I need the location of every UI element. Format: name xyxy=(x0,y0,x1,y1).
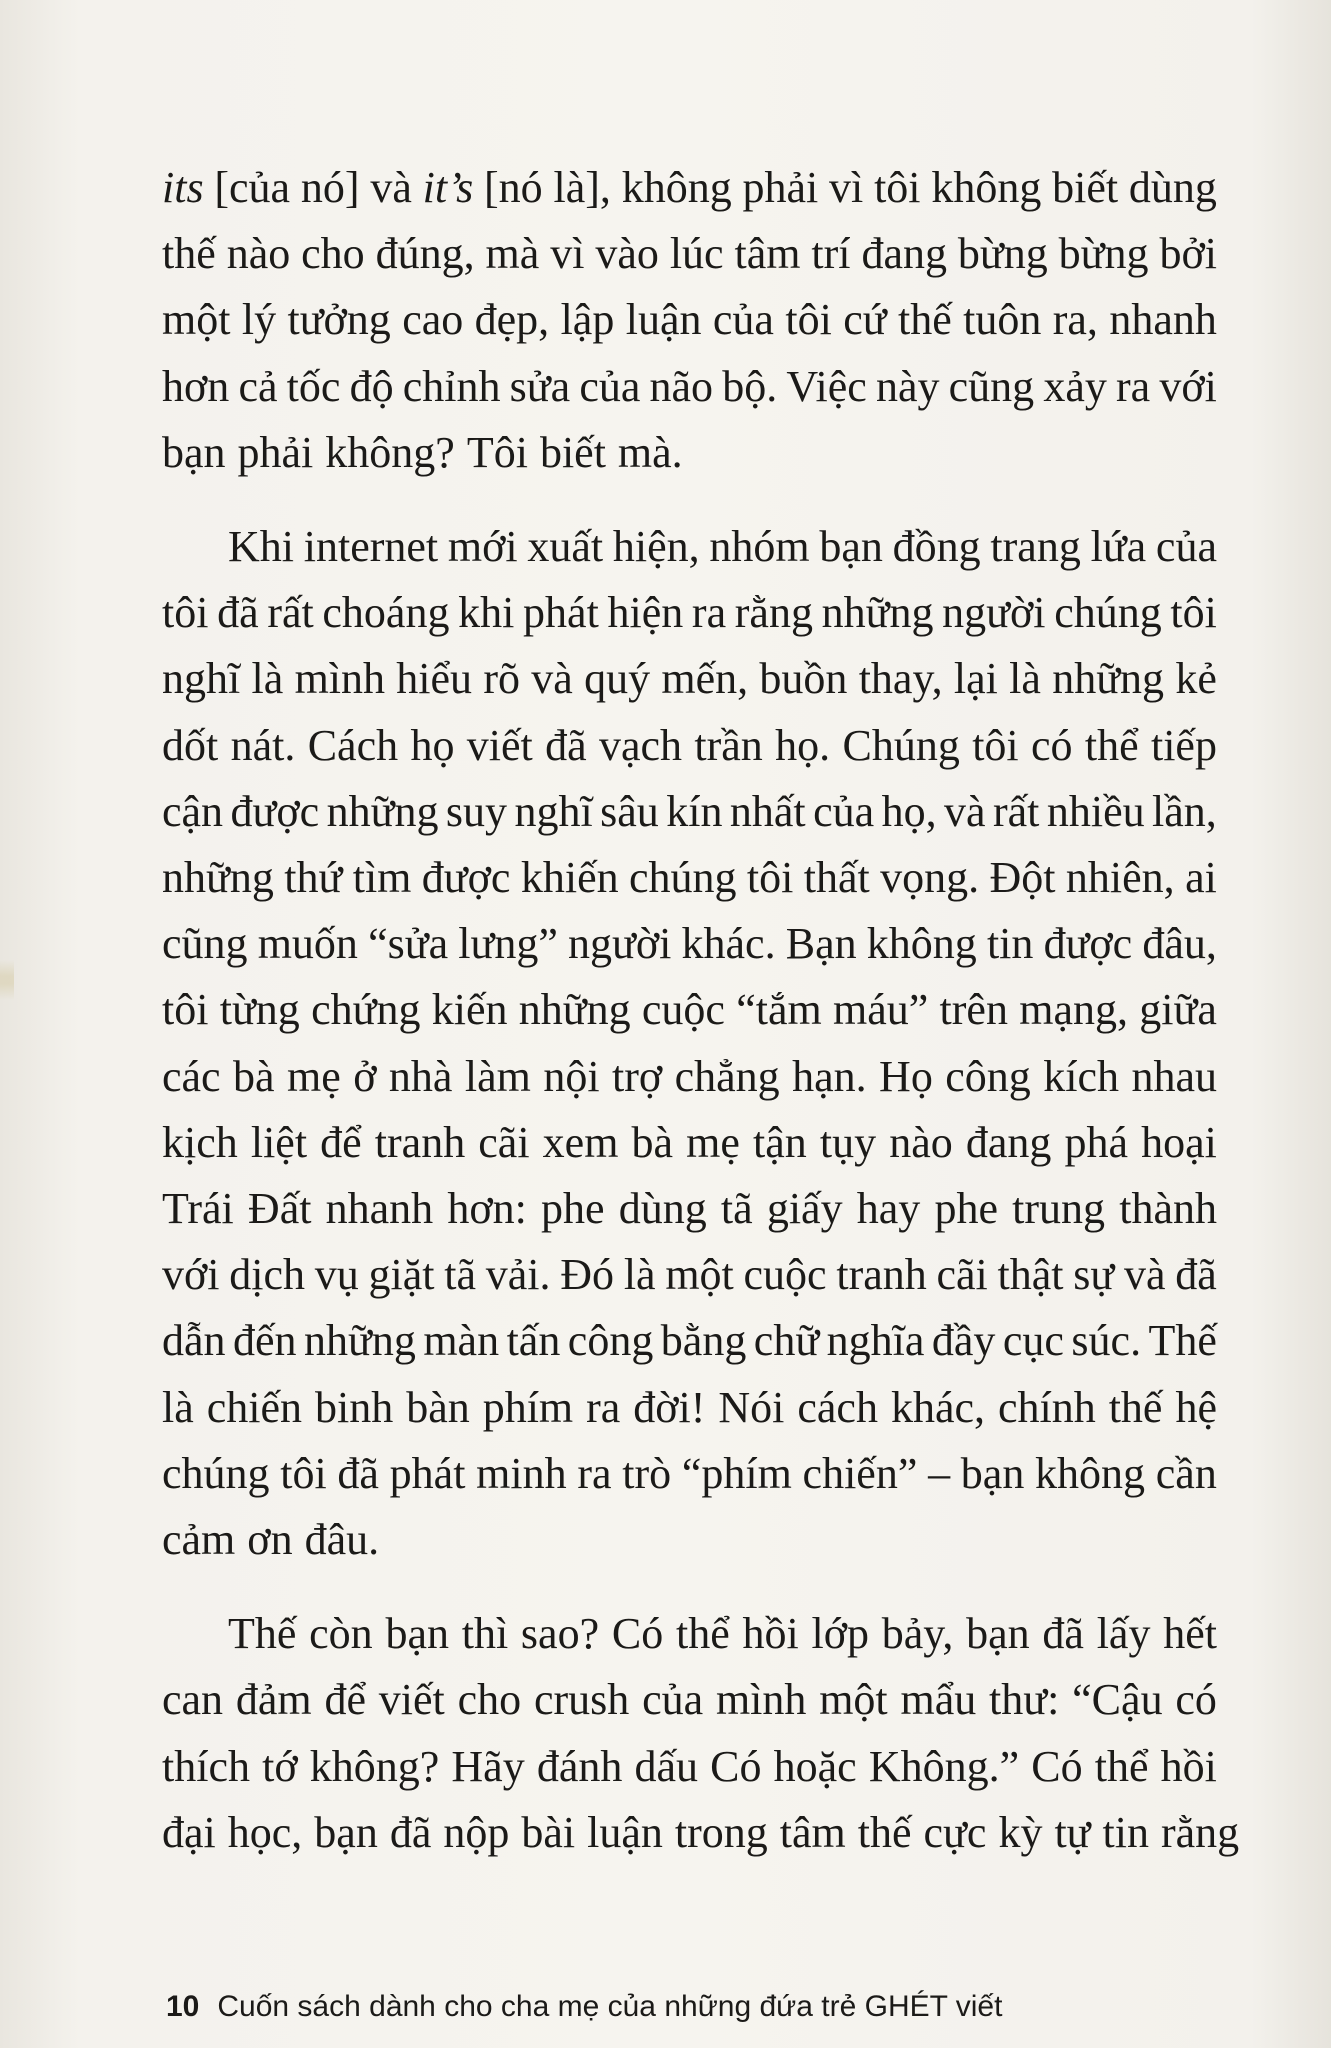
text-line: nghĩ là mình hiểu rõ và quý mến, buồn thay, lại là những kẻ xyxy=(162,654,1217,704)
text-line: tôi từng chứng kiến những cuộc “tắm máu” trên mạng, giữa xyxy=(162,985,1217,1035)
text-line: dốt nát. Cách họ viết đã vạch trần họ. Chúng tôi có thể tiếp xyxy=(162,720,1217,770)
text-line: các bà mẹ ở nhà làm nội trợ chẳng hạn. Họ công kích nhau xyxy=(162,1051,1217,1101)
text-line: tôi đã rất choáng khi phát hiện ra rằng những người chúng tôi xyxy=(162,588,1217,638)
text-line: hơn cả tốc độ chỉnh sửa của não bộ. Việc này cũng xảy ra với xyxy=(162,361,1217,411)
text-line: là chiến binh bàn phím ra đời! Nói cách khác, chính thế hệ xyxy=(162,1382,1217,1432)
text-line: những thứ tìm được khiến chúng tôi thất vọng. Đột nhiên, ai xyxy=(162,853,1217,903)
page-footer xyxy=(166,1990,1002,2024)
paragraph xyxy=(162,155,1217,486)
running-title: Cuốn sách dành cho cha mẹ của những đứa trẻ GHÉT viết xyxy=(217,1990,1003,2023)
text-line: cảm ơn đâu. xyxy=(162,1515,380,1565)
text-line: its [của nó] và it’s [nó là], không phải vì tôi không biết dùng xyxy=(162,163,1217,212)
text-line: can đảm để viết cho crush của mình một mẩu thư: “Cậu có xyxy=(162,1675,1217,1725)
text-line: Khi internet mới xuất hiện, nhóm bạn đồng trang lứa của xyxy=(228,522,1217,572)
paragraph xyxy=(162,1601,1240,1866)
text-line: Thế còn bạn thì sao? Có thể hồi lớp bảy, bạn đã lấy hết xyxy=(228,1609,1217,1659)
text-line: chúng tôi đã phát minh ra trò “phím chiến” – bạn không cần xyxy=(162,1448,1217,1498)
page-edge-mark xyxy=(0,960,14,1000)
text-line: cận được những suy nghĩ sâu kín nhất của họ, và rất nhiều lần, xyxy=(162,786,1217,836)
text-line: thích tớ không? Hãy đánh dấu Có hoặc Không.” Có thể hồi xyxy=(162,1741,1217,1791)
paragraph xyxy=(162,514,1217,1573)
text-line: với dịch vụ giặt tã vải. Đó là một cuộc tranh cãi thật sự và đã xyxy=(162,1250,1217,1300)
text-line: dẫn đến những màn tấn công bằng chữ nghĩa đầy cục súc. Thế xyxy=(162,1316,1217,1366)
text-line: thế nào cho đúng, mà vì vào lúc tâm trí đang bừng bừng bởi xyxy=(162,229,1217,279)
text-line: một lý tưởng cao đẹp, lập luận của tôi cứ thế tuôn ra, nhanh xyxy=(162,295,1217,345)
text-line: đại học, bạn đã nộp bài luận trong tâm thế cực kỳ tự tin rằng xyxy=(162,1807,1240,1857)
text-line: Trái Đất nhanh hơn: phe dùng tã giấy hay phe trung thành xyxy=(162,1184,1217,1234)
page-number: 10 xyxy=(166,1990,200,2023)
text-line: cũng muốn “sửa lưng” người khác. Bạn không tin được đâu, xyxy=(162,919,1217,969)
text-line: kịch liệt để tranh cãi xem bà mẹ tận tụy nào đang phá hoại xyxy=(162,1117,1217,1167)
text-line: bạn phải không? Tôi biết mà. xyxy=(162,427,683,477)
page-body-text xyxy=(162,155,1240,1894)
